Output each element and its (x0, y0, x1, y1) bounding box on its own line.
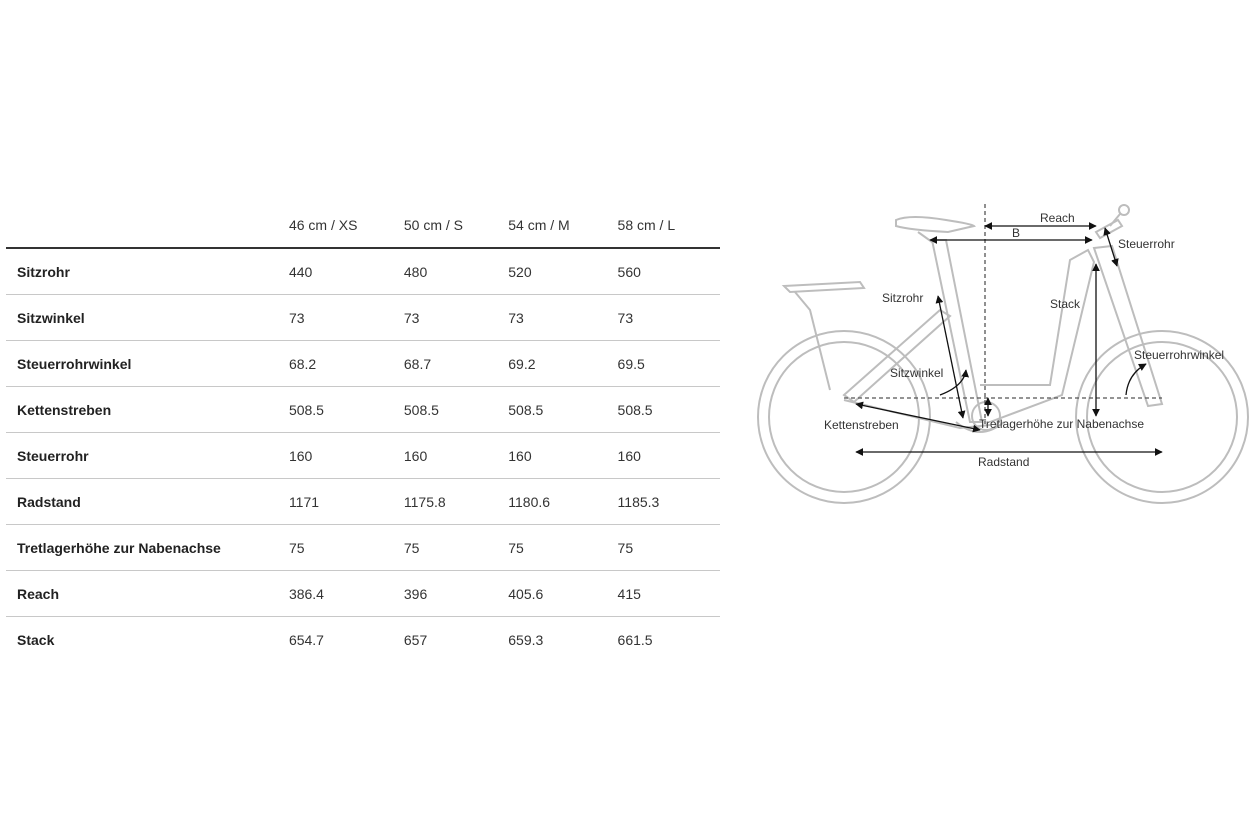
cell-value: 415 (618, 571, 720, 617)
cell-value: 69.5 (618, 341, 720, 387)
cell-value: 160 (289, 433, 404, 479)
cell-value: 1171 (289, 479, 404, 525)
row-label: Steuerrohr (6, 433, 289, 479)
header-empty (6, 202, 289, 248)
row-label: Reach (6, 571, 289, 617)
label-sitzrohr: Sitzrohr (882, 291, 924, 305)
bike-geometry-diagram (750, 190, 1260, 510)
row-label: Tretlagerhöhe zur Nabenachse (6, 525, 289, 571)
header-size-l: 58 cm / L (618, 202, 720, 248)
cell-value: 1175.8 (404, 479, 508, 525)
cell-value: 508.5 (618, 387, 720, 433)
cell-value: 661.5 (617, 631, 653, 648)
row-label: Kettenstreben (6, 387, 289, 433)
table-row (6, 479, 720, 525)
sitzrohr-arrow (938, 296, 963, 418)
label-radstand: Radstand (978, 455, 1030, 469)
table-row (6, 387, 720, 433)
label-steuerrohrwinkel: Steuerrohrwinkel (1134, 348, 1225, 362)
cell-value: 73 (508, 295, 617, 341)
cell-value: 73 (404, 295, 508, 341)
cell-value: 659.3 (508, 631, 544, 648)
table-row (6, 617, 720, 663)
cell-value: 405.6 (508, 571, 617, 617)
cell-value: 73 (618, 295, 720, 341)
table-row (6, 571, 720, 617)
label-tretlagerhoehe: Tretlagerhöhe zur Nabenachse (979, 417, 1144, 431)
cell-value: 1180.6 (508, 479, 617, 525)
cell-value: 440 (289, 248, 404, 295)
cell-value: 508.5 (508, 387, 617, 433)
row-label: Radstand (6, 479, 289, 525)
cell-value: 160 (508, 433, 617, 479)
cell-value: 75 (289, 525, 404, 571)
cell-value: 654.7 (288, 631, 324, 648)
table-row (6, 341, 720, 387)
label-reach: Reach (1040, 211, 1075, 225)
row-label: Sitzrohr (6, 248, 289, 295)
table-row (6, 433, 720, 479)
cell-value: 560 (618, 248, 720, 295)
cell-value: 75 (618, 525, 720, 571)
cell-value: 73 (289, 295, 404, 341)
label-kettenstreben: Kettenstreben (824, 418, 899, 432)
cell-value: 508.5 (289, 387, 404, 433)
measurement-lines (844, 204, 1162, 452)
cell-value: 68.7 (404, 341, 508, 387)
label-b: B (1012, 226, 1021, 240)
table-row (6, 248, 720, 295)
label-sitzwinkel: Sitzwinkel (890, 366, 944, 380)
header-size-s: 50 cm / S (404, 202, 508, 248)
table-row (6, 525, 720, 571)
cell-value: 75 (508, 525, 617, 571)
row-label: Steuerrohrwinkel (6, 341, 289, 387)
cell-value: 480 (404, 248, 508, 295)
cell-value: 386.4 (289, 571, 404, 617)
row-label: Stack (17, 631, 55, 648)
cell-value: 1185.3 (618, 479, 720, 525)
cell-value: 75 (404, 525, 508, 571)
cell-value: 160 (404, 433, 508, 479)
table-header-row (6, 202, 720, 248)
geometry-table (6, 202, 720, 662)
cell-value: 508.5 (404, 387, 508, 433)
cell-value: 160 (618, 433, 720, 479)
cell-value: 396 (404, 571, 508, 617)
row-label: Sitzwinkel (6, 295, 289, 341)
header-size-xs: 46 cm / XS (289, 202, 404, 248)
cell-value: 520 (508, 248, 617, 295)
cell-value: 69.2 (508, 341, 617, 387)
header-size-m: 54 cm / M (508, 202, 617, 248)
label-stack: Stack (1050, 297, 1081, 311)
cell-value: 657 (403, 631, 428, 648)
table-row (6, 295, 720, 341)
cell-value: 68.2 (289, 341, 404, 387)
label-steuerrohr: Steuerrohr (1118, 237, 1175, 251)
